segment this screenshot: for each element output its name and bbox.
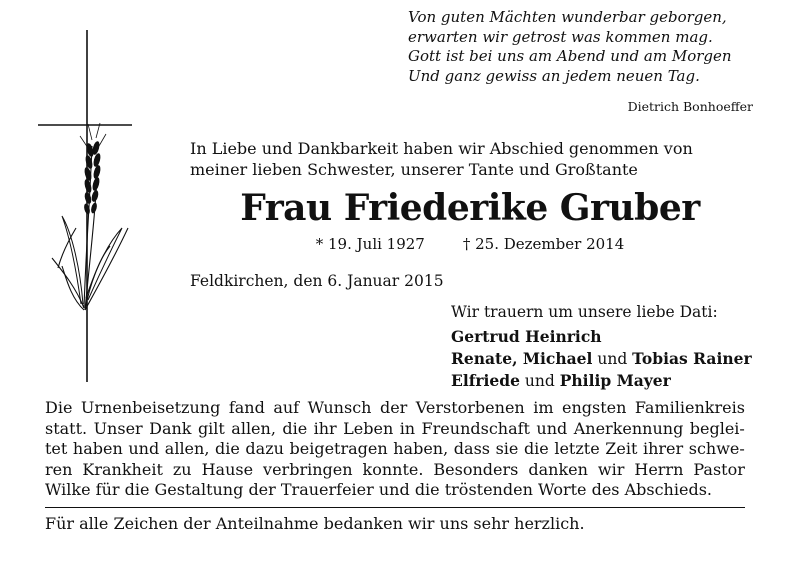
mourner-name: Philip Mayer — [559, 371, 671, 390]
notice-word: Besonders — [433, 459, 519, 479]
notice-word: fand — [228, 398, 265, 417]
notice-word: tet — [45, 439, 68, 459]
notice-word: die — [523, 439, 549, 459]
notice-word: letzte — [554, 439, 600, 459]
notice-word: allen, — [164, 439, 210, 459]
notice-word: die — [215, 439, 240, 459]
notice-word: dass — [453, 439, 490, 459]
notice-word: Krankheit — [82, 459, 163, 479]
notice-word: engsten — [561, 398, 627, 417]
notice-word: ren — [45, 459, 73, 479]
notice-word: statt. — [45, 418, 88, 438]
notice-word: haben — [72, 439, 123, 459]
life-dates — [190, 234, 750, 254]
notice-line — [45, 398, 745, 419]
notice-word: Familienkreis — [634, 398, 745, 417]
quote-author: Dietrich Bonhoeffer — [627, 99, 753, 114]
notice-word: Pastor — [693, 459, 745, 479]
deceased-name: Frau Friederike Gruber — [240, 187, 700, 229]
place-and-date: Feldkirchen, den 6. Januar 2015 — [190, 272, 444, 290]
mourners-block — [451, 302, 771, 392]
quote-line: Und ganz gewiss an jedem neuen Tag. — [408, 66, 700, 85]
notice-word: beglei- — [689, 418, 745, 438]
notice-word: Anerkennung — [573, 418, 684, 438]
notice-word: Zeit — [605, 439, 638, 459]
intro-line: meiner lieben Schwester, unserer Tante und Großtante — [190, 160, 638, 179]
mourner-line — [451, 370, 771, 392]
notice-line — [45, 460, 745, 481]
notice-word: der — [379, 398, 408, 417]
birth-date: * 19. Juli 1927 — [315, 235, 425, 253]
notice-word: Urnenbeisetzung — [80, 398, 221, 417]
notice-word: Die — [45, 398, 73, 417]
notice-word: schwe- — [688, 439, 745, 459]
mourner-name: Elfriede — [451, 371, 520, 390]
notice-line — [45, 419, 745, 440]
burial-notice — [45, 398, 745, 501]
notice-word: und — [536, 418, 568, 438]
notice-word: Unser — [93, 418, 143, 438]
notice-word: Herrn — [634, 459, 684, 479]
intro-line: In Liebe und Dankbarkeit haben wir Abschied genommen von — [190, 139, 693, 158]
notice-word: Freundschaft — [421, 418, 530, 438]
divider — [45, 507, 745, 508]
notice-word: haben, — [393, 439, 449, 459]
quote-line: erwarten wir getrost was kommen mag. — [408, 27, 713, 46]
notice-word: ihr — [313, 418, 337, 438]
notice-word: beigetragen — [289, 439, 388, 459]
notice-word: wir — [597, 459, 625, 479]
notice-word: in — [399, 418, 416, 438]
notice-word: verbringen — [263, 459, 353, 479]
mourners-heading: Wir trauern um unsere liebe Dati: — [451, 303, 718, 321]
notice-word: Leben — [343, 418, 394, 438]
notice-word: Dank — [149, 418, 192, 438]
notice-word: auf — [273, 398, 300, 417]
notice-word: die — [282, 418, 308, 438]
notice-line: Wilke für die Gestaltung der Trauerfeier und die tröstenden Worte des Abschieds. — [45, 480, 712, 500]
mourner-line — [451, 326, 771, 348]
notice-word: Wunsch — [307, 398, 372, 417]
quote-line: Von guten Mächten wunderbar geborgen, — [408, 8, 727, 26]
mourner-line — [451, 348, 771, 370]
notice-word: und — [128, 439, 160, 459]
notice-word: danken — [528, 459, 588, 479]
notice-word: konnte. — [362, 459, 424, 479]
quote-line: Gott ist bei uns am Abend und am Morgen — [408, 47, 732, 65]
notice-word: dazu — [245, 439, 284, 459]
notice-word: sie — [495, 439, 519, 459]
notice-word: ihrer — [642, 439, 684, 459]
mourner-conjunction: und — [592, 350, 633, 368]
closing-thanks: Für alle Zeichen der Anteilnahme bedanken wir uns sehr herzlich. — [45, 514, 585, 533]
notice-line — [45, 439, 745, 460]
mourner-conjunction: und — [520, 372, 560, 390]
notice-word: gilt — [197, 418, 225, 438]
notice-word: im — [533, 398, 554, 417]
notice-word: Verstorbenen — [415, 398, 525, 417]
mourner-name: Renate, Michael — [451, 349, 593, 368]
cross-with-wheat-icon — [36, 28, 146, 388]
mourner-name: Tobias Rainer — [632, 349, 752, 368]
notice-word: Hause — [201, 459, 254, 479]
intro-text — [190, 138, 750, 180]
notice-word: zu — [172, 459, 192, 479]
bonhoeffer-quote — [408, 8, 753, 86]
mourner-name: Gertrud Heinrich — [451, 327, 602, 346]
death-date: † 25. Dezember 2014 — [462, 235, 625, 253]
notice-word: allen, — [231, 418, 276, 438]
